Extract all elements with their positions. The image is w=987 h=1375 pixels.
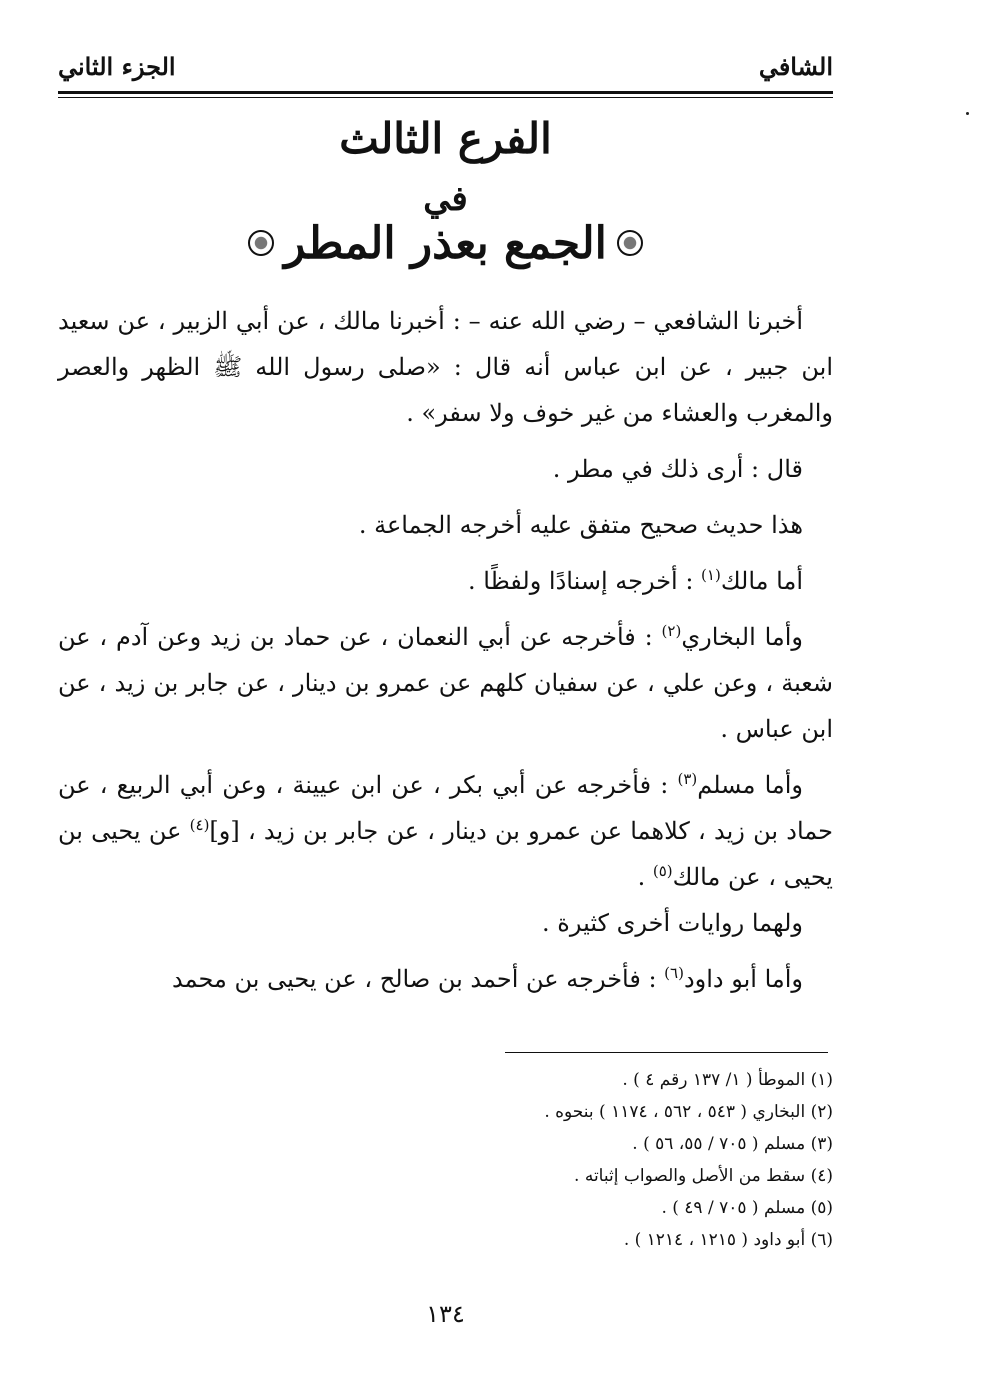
paragraph-text: ولهما روايات أخرى كثيرة . (542, 909, 803, 937)
part-label: الجزء الثاني (58, 52, 176, 81)
paragraph-text: : فأخرجه عن أبي بكر ، عن ابن عيينة ، وعن أبي الربيع ، عن حماد بن زيد ، كلاهما عن عمرو بن دينار ، عن جابر بن زيد ، [و] (58, 771, 834, 845)
chapter-subject (58, 220, 833, 268)
paragraph-text: وأما البخاري (681, 623, 803, 651)
footnote-item: (٥) مسلم ( ٧٠٥ / ٤٩ ) . (661, 1198, 833, 1218)
paragraph (58, 900, 833, 946)
paragraph (58, 446, 833, 492)
footnote-separator (505, 1052, 828, 1053)
footnotes (58, 1064, 833, 1256)
ornament-bullet-icon (248, 230, 274, 256)
footnote-ref[interactable]: (٦) (664, 964, 684, 982)
footnote-ref[interactable]: (٥) (652, 862, 673, 880)
paragraph-text: : فأخرجه عن أبي النعمان ، عن حماد بن زيد وعن آدم ، عن شعبة ، وعن علي ، عن سفيان كلهم عن عمرو بن دينار ، عن جابر بن زيد ، عن ابن عباس . (58, 623, 833, 743)
paragraph (58, 298, 833, 436)
paragraph (58, 614, 833, 752)
footnote-ref[interactable]: (٤) (189, 816, 210, 834)
footnote-item: (٦) أبو داود ( ١٢١٥ ، ١٢١٤ ) . (623, 1230, 833, 1250)
paragraph-text: أما مالك (720, 567, 803, 595)
paragraph-text: قال : أرى ذلك في مطر . (552, 455, 803, 483)
footnote-ref[interactable]: (٢) (661, 622, 682, 640)
paragraph-text: هذا حديث صحيح متفق عليه أخرجه الجماعة . (358, 511, 803, 539)
footnote-item: (٤) سقط من الأصل والصواب إثباته . (574, 1166, 833, 1186)
margin-speck (966, 112, 969, 115)
footnote-item: (٣) مسلم ( ٧٠٥ / ٥٥، ٥٦ ) . (632, 1134, 833, 1154)
footnote-ref[interactable]: (٣) (677, 770, 698, 788)
paragraph-text: . (637, 863, 653, 891)
footnote-item: (١) الموطأ ( ١/ ١٣٧ رقم ٤ ) . (622, 1070, 833, 1090)
paragraph (58, 956, 833, 1002)
page-number: ١٣٤ (426, 1300, 465, 1328)
book-title: الشافي (758, 52, 833, 81)
paragraph-text: وأما مسلم (697, 771, 803, 799)
paragraph (58, 502, 833, 548)
paragraph-text: : فأخرجه عن أحمد بن صالح ، عن يحيى بن محمد (172, 965, 665, 993)
body-text (58, 298, 833, 1002)
paragraph-text: : أخرجه إسنادًا ولفظًا . (468, 567, 702, 595)
chapter-fi: في (423, 179, 468, 219)
paragraph (58, 762, 833, 900)
footnote-ref[interactable]: (١) (701, 566, 721, 584)
footnote-item: (٢) البخاري ( ٥٤٣ ، ٥٦٢ ، ١١٧٤ ) بنحوه . (544, 1102, 833, 1122)
header-rule-thick (58, 91, 833, 94)
chapter-title: الفرع الثالث (339, 114, 552, 163)
ornament-bullet-icon (617, 230, 643, 256)
paragraph-text: أخبرنا الشافعي – رضي الله عنه – : أخبرنا مالك ، عن أبي الزبير ، عن سعيد ابن جبير ، عن ابن عباس أنه قال : «صلى رسول الله ﷺ الظهر والعصر والمغرب والعشاء من غير خوف ولا سفر» . (58, 307, 833, 427)
header-rule-thin (58, 97, 833, 98)
paragraph-text: وأما أبو داود (683, 965, 803, 993)
running-header (58, 48, 833, 88)
chapter-subject-text: الجمع بعذر المطر (284, 218, 607, 269)
paragraph-text: عن يحيى بن يحيى ، عن مالك (58, 817, 833, 891)
paragraph (58, 558, 833, 604)
